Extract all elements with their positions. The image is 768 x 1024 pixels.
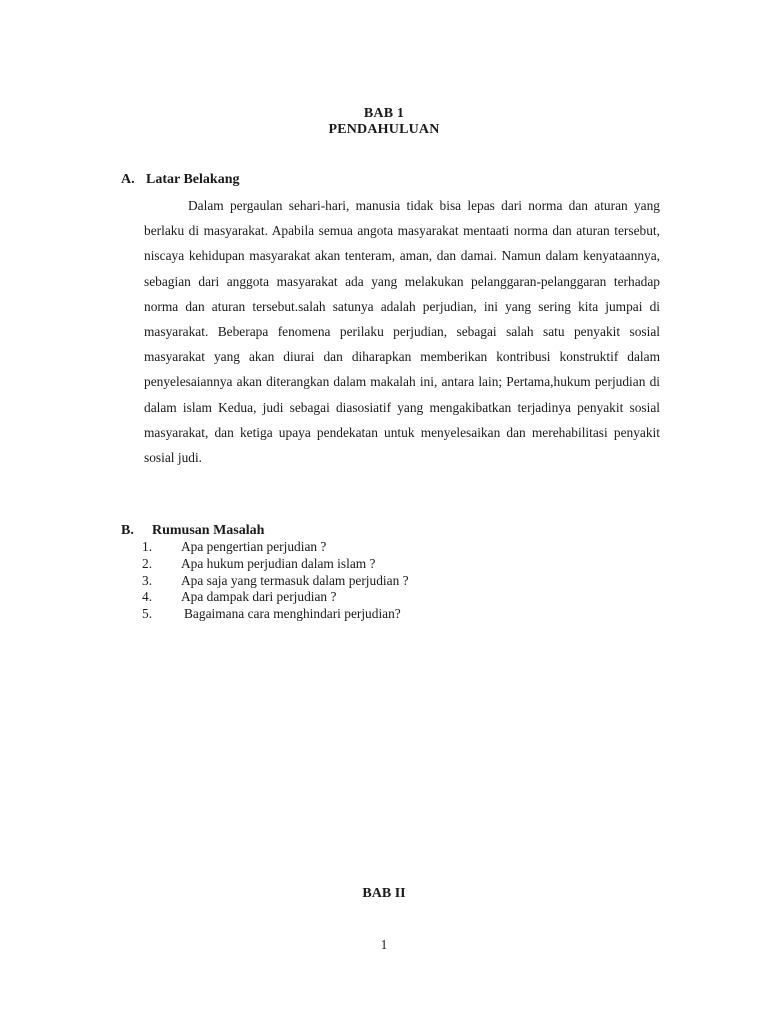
list-item-text: Apa dampak dari perjudian ?: [181, 589, 337, 605]
chapter-subtitle: PENDAHULUAN: [328, 122, 440, 137]
section-title: Rumusan Masalah: [152, 523, 265, 538]
chapter-title: BAB 1: [363, 106, 405, 121]
list-item-number: 2.: [142, 555, 153, 571]
background-paragraph: Dalam pergaulan sehari-hari, manusia tidak bisa lepas dari norma dan aturan yang berlaku di masyarakat. Apabila semua angota masyarakat mentaati norma dan aturan tersebut, niscaya kehidupan masyarakat akan tenteram, aman, dan damai. Namun dalam kenyataannya, sebagian dari anggota masyarakat ada yang melakukan pelanggaran-pelanggaran terhadap norma dan aturan tersebut.salah satunya adalah perjudian, ini yang sering kita jumpai di masyarakat. Beberapa fenomena perilaku perjudian, sebagai salah satu penyakit sosial masyarakat yang akan diurai dan diharapkan memberikan kontribusi konstruktif dalam penyelesaiannya akan diterangkan dalam makalah ini, antara lain; Pertama,hukum perjudian di dalam islam Kedua, judi sebagai diasosiatif yang mengakibatkan terjadinya penyakit sosial masyarakat, dan ketiga upaya pendekatan untuk menyelesaikan dan merehabilitasi penyakit sosial judi.: [144, 198, 660, 466]
next-chapter-title: BAB II: [362, 886, 406, 901]
list-item-text: Apa saja yang termasuk dalam perjudian ?: [181, 572, 409, 588]
list-item-text: Apa hukum perjudian dalam islam ?: [181, 555, 376, 571]
section-number: A.: [121, 172, 135, 187]
page-number: 1: [380, 937, 388, 952]
list-item-text: Bagaimana cara menghindari perjudian?: [184, 606, 401, 622]
section-number: B.: [121, 523, 134, 538]
list-item-number: 3.: [142, 572, 153, 588]
section-title: Latar Belakang: [146, 172, 240, 187]
list-item-number: 4.: [142, 589, 153, 605]
list-item-number: 5.: [142, 606, 153, 622]
list-item-text: Apa pengertian perjudian ?: [181, 539, 327, 554]
list-item-number: 1.: [142, 539, 153, 554]
